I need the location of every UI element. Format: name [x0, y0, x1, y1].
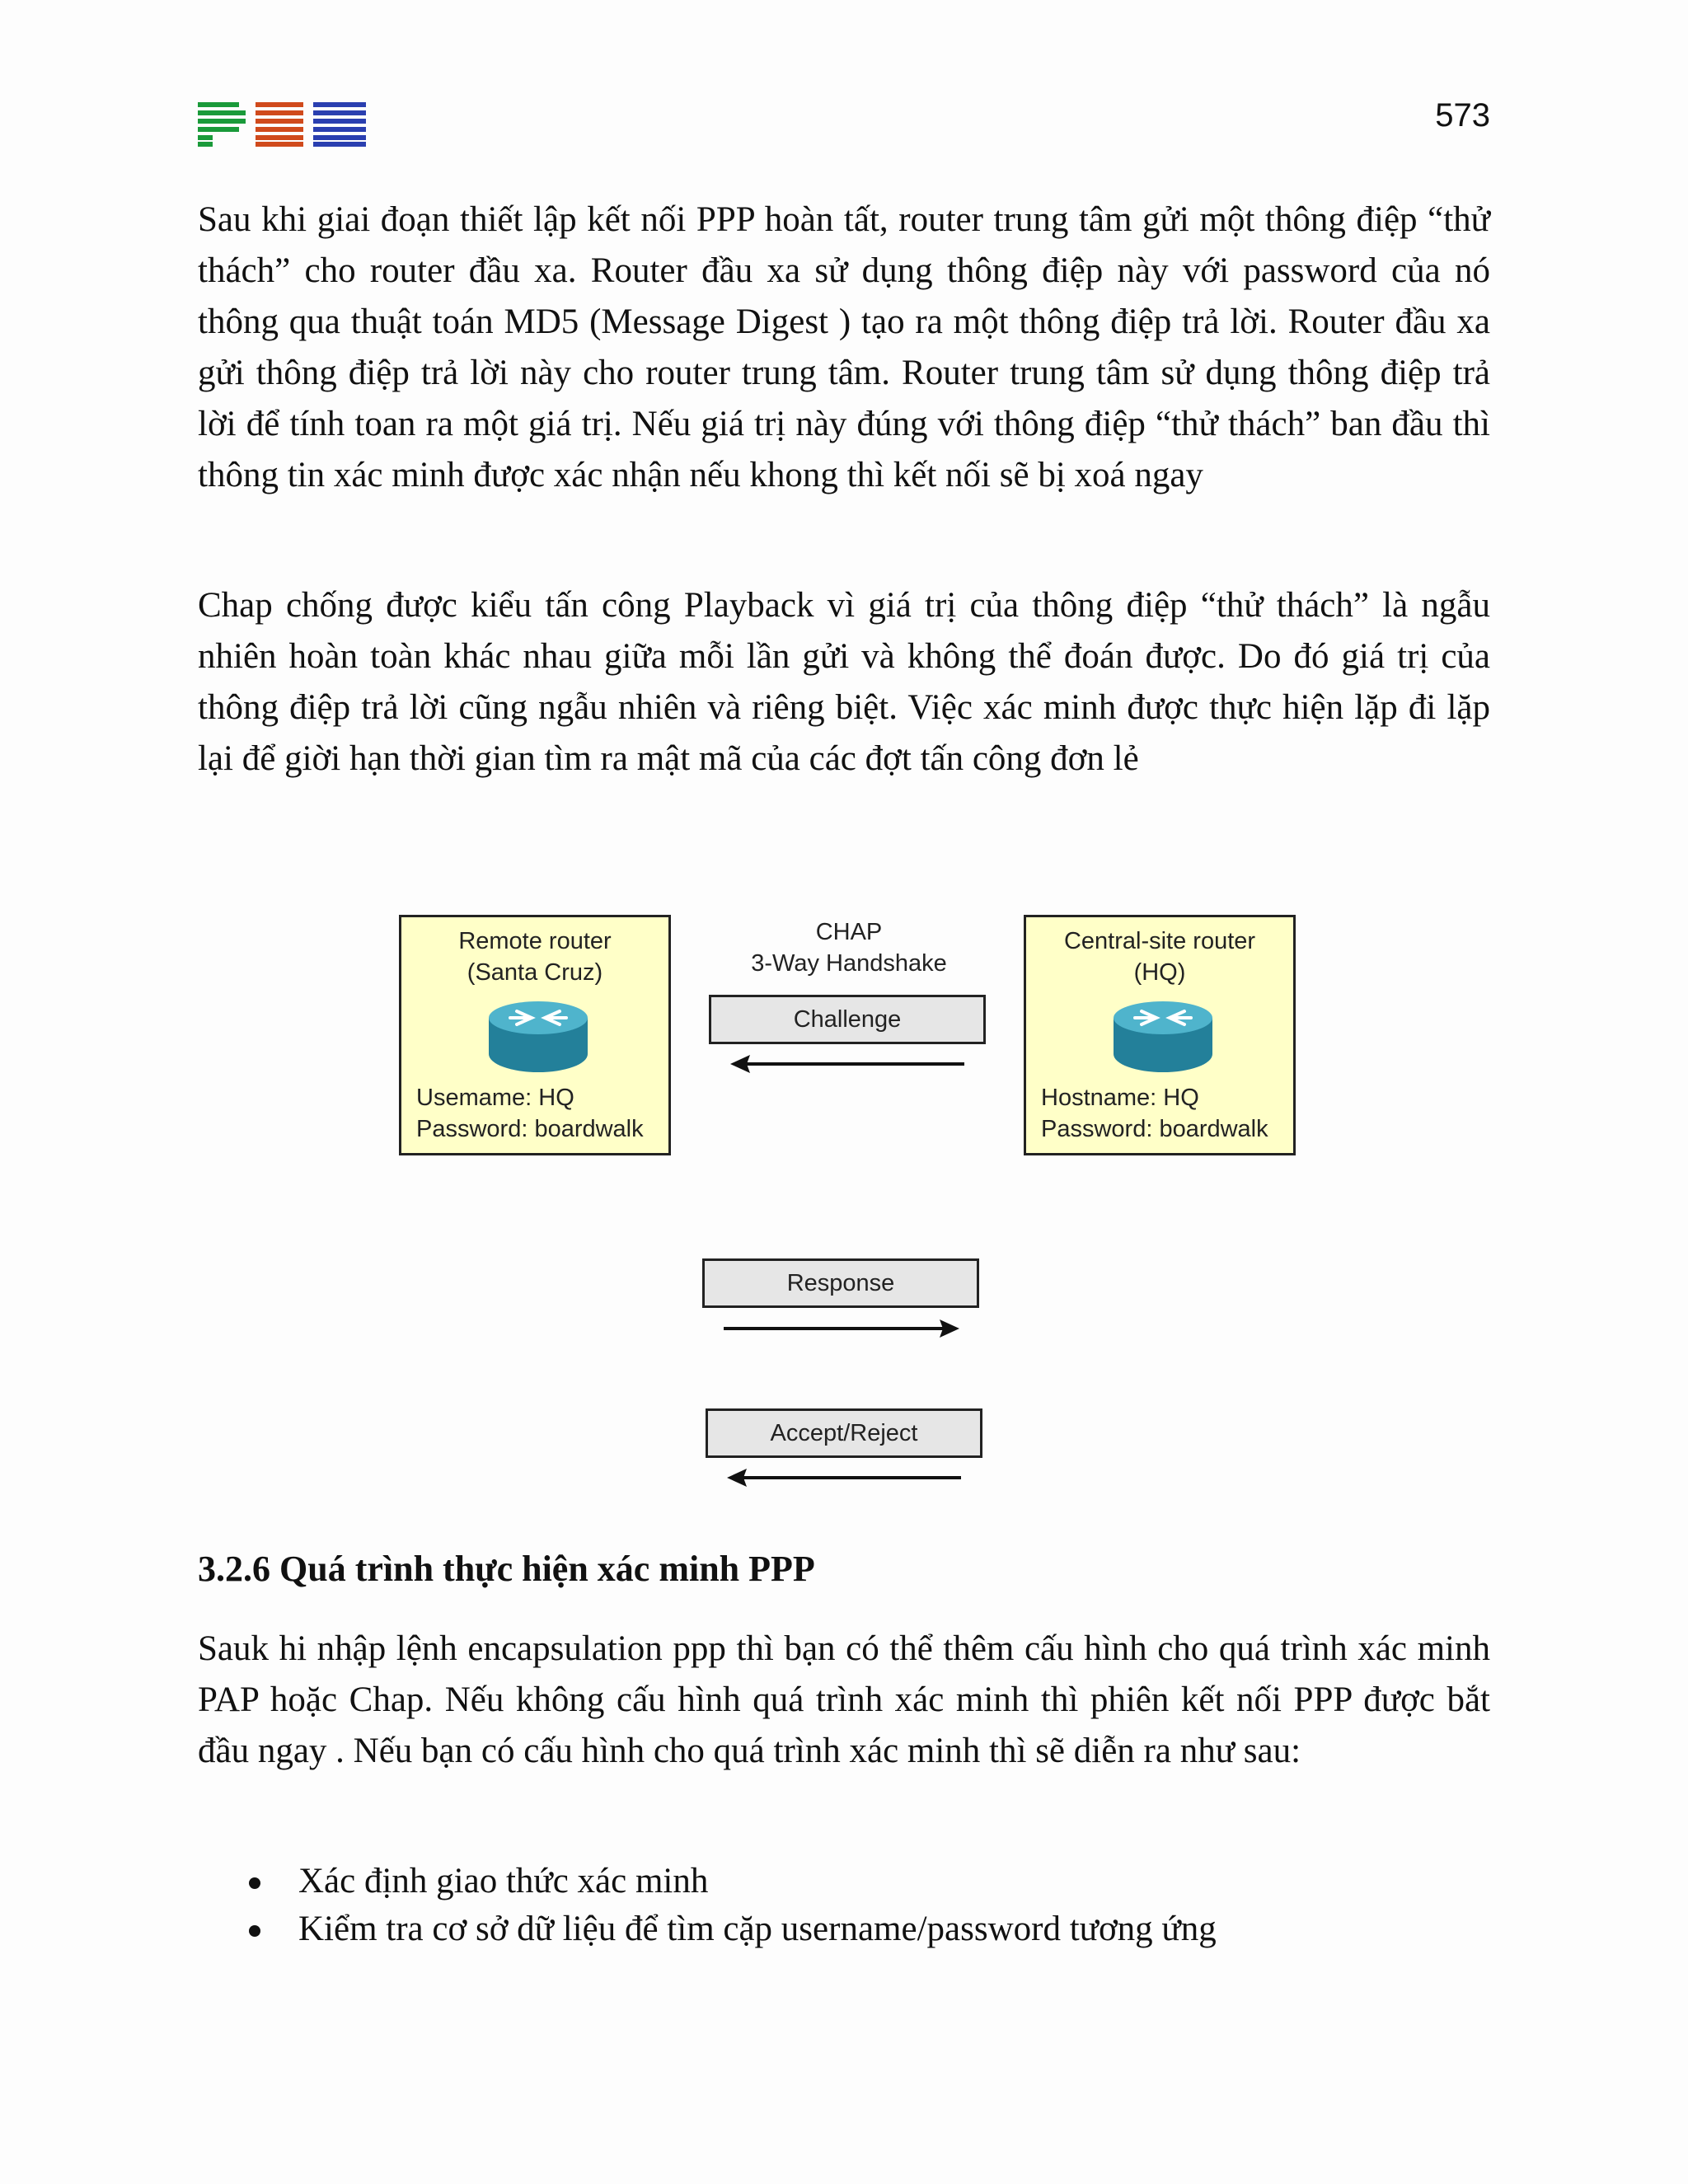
arrow-left-icon	[729, 1052, 968, 1076]
central-router-location: (HQ)	[1133, 959, 1186, 986]
paragraph-2	[198, 580, 1490, 785]
arrow-right-icon	[722, 1316, 961, 1341]
router-icon	[487, 1000, 589, 1076]
central-hostname: Hostname: HQ	[1041, 1085, 1199, 1111]
central-router-title: Central-site router	[1063, 928, 1256, 954]
list-item-text: Kiểm tra cơ sở dữ liệu để tìm cặp username/password tương ứng	[298, 1910, 1217, 1948]
remote-password: Password: boardwalk	[416, 1116, 644, 1142]
response-message-box: Response	[702, 1258, 979, 1308]
handshake-title: CHAP	[815, 919, 883, 945]
paragraph-1	[198, 194, 1490, 501]
paragraph-1-text: Sau khi giai đoạn thiết lập kết nối PPP hoàn tất, router trung tâm gửi một thông điệp “thử thách” cho router đầu xa. Router đầu xa sử dụng thông điệp này với password của nó thông qua thuật toán MD5 (Message Digest ) tạo ra một thông điệp trả lời. Router đầu xa gửi thông điệp trả lời này cho router trung tâm. Router trung tâm sử dụng thông điệp trả lời để tính toan ra một giá trị. Nếu giá trị này đúng với thông điệp “thử thách” ban đầu thì thông tin xác minh được xác nhận nếu khong thì kết nối sẽ bị xoá ngay	[198, 200, 1490, 494]
router-icon	[1112, 1000, 1214, 1076]
handshake-subtitle: 3-Way Handshake	[751, 950, 947, 977]
central-password: Password: boardwalk	[1041, 1116, 1268, 1142]
list-item	[198, 1858, 1217, 1905]
logo-letter-h	[313, 102, 366, 147]
remote-username: Usemame: HQ	[416, 1085, 574, 1111]
paragraph-3-text: Sauk hi nhập lệnh encapsulation ppp thì bạn có thể thêm cấu hình cho quá trình xác minh PAP hoặc Chap. Nếu không cấu hình quá trình xác minh thì phiên kết nối PPP được bắt đầu ngay . Nếu bạn có cấu hình cho quá trình xác minh thì sẽ diễn ra như sau:	[198, 1629, 1490, 1770]
bullet-icon	[249, 1877, 260, 1889]
accept-reject-message-box: Accept/Reject	[706, 1408, 982, 1458]
central-router-box	[1024, 915, 1296, 1155]
remote-router-title: Remote router	[458, 928, 612, 954]
bullet-list	[198, 1858, 1217, 1953]
page-number: 573	[1435, 97, 1490, 134]
pnh-logo	[198, 102, 366, 147]
bullet-icon	[249, 1925, 260, 1937]
arrow-left-icon	[725, 1465, 964, 1490]
remote-router-location: (Santa Cruz)	[467, 959, 603, 986]
challenge-message-box: Challenge	[709, 995, 986, 1044]
list-item-text: Xác định giao thức xác minh	[298, 1862, 709, 1900]
list-item	[198, 1905, 1217, 1953]
logo-letter-p	[198, 102, 246, 147]
section-heading: 3.2.6 Quá trình thực hiện xác minh PPP	[198, 1549, 815, 1589]
paragraph-2-text: Chap chống được kiểu tấn công Playback vì giá trị của thông điệp “thử thách” là ngẫu nhiên hoàn toàn khác nhau giữa mỗi lần gửi và không thể đoán được. Do đó giá trị của thông điệp trả lời cũng ngẫu nhiên và riêng biệt. Việc xác minh được thực hiện lặp đi lặp lại để giời hạn thời gian tìm ra mật mã của các đợt tấn công đơn lẻ	[198, 586, 1490, 778]
paragraph-3	[198, 1624, 1490, 1777]
remote-router-box	[399, 915, 671, 1155]
logo-letter-n	[256, 102, 303, 147]
